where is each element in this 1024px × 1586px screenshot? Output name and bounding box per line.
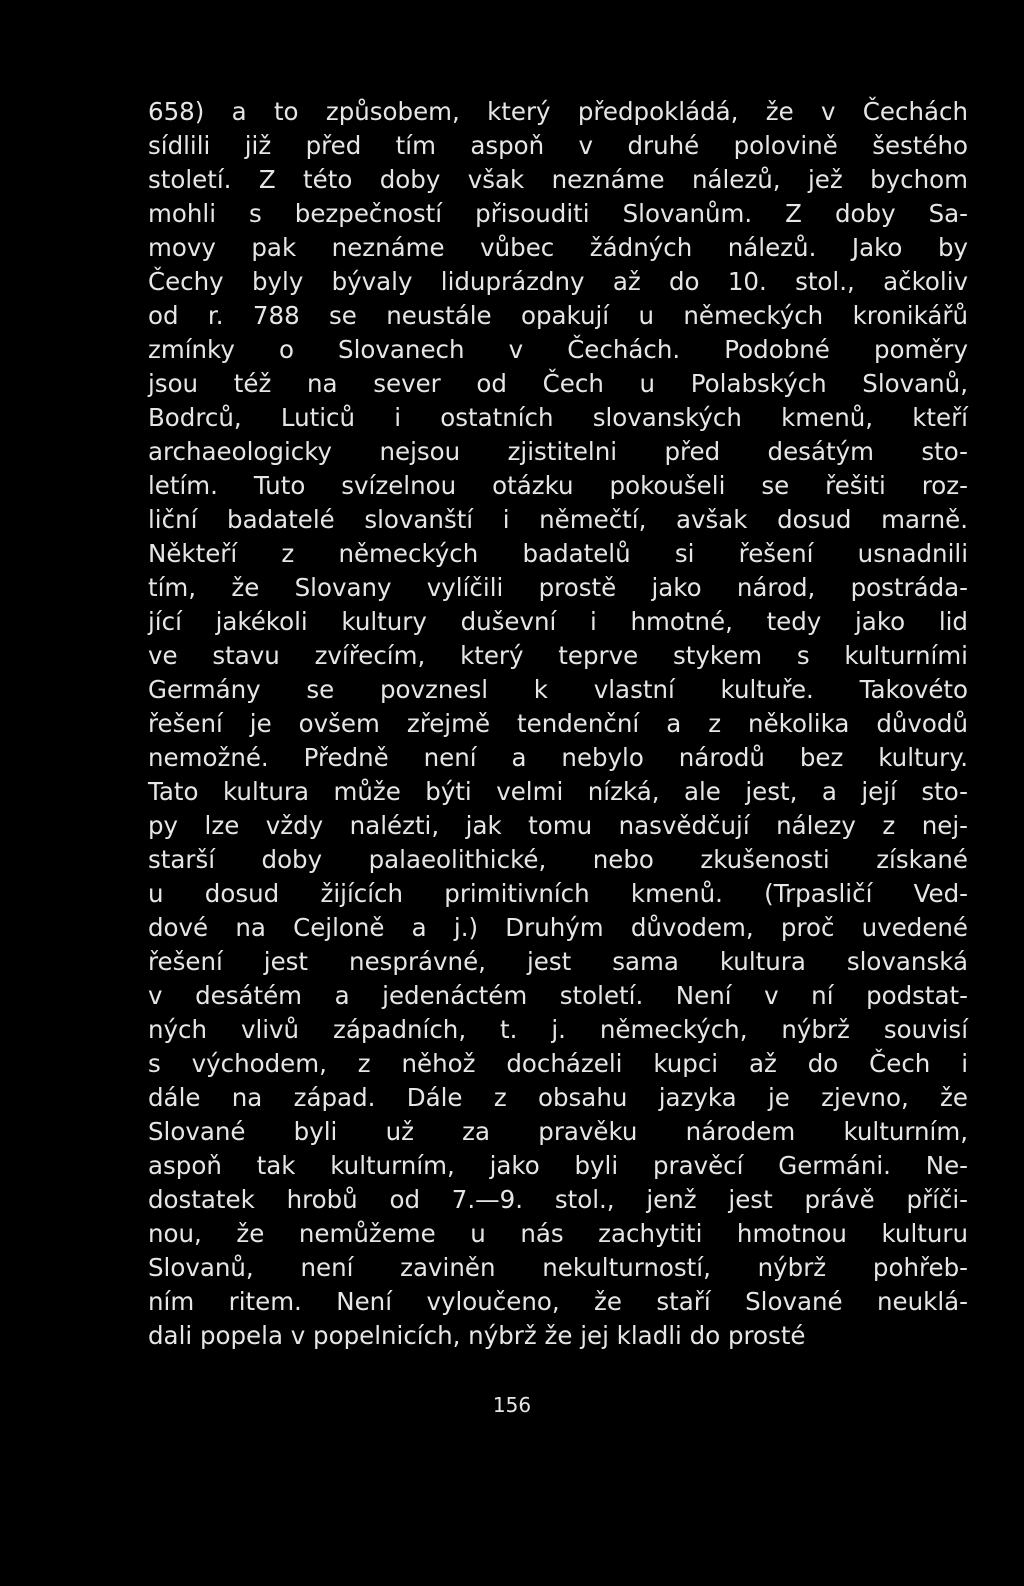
- text-line: řešení je ovšem zřejmě tendenční a z několika důvodů: [148, 709, 968, 738]
- text-line: dali popela v popelnicích, nýbrž že jej kladli do prosté: [148, 1321, 806, 1350]
- text-line: ve stavu zvířecím, který teprve stykem s kulturními: [148, 641, 968, 670]
- text-line: 658) a to způsobem, který předpokládá, že v Čechách: [148, 97, 968, 126]
- text-line: Slovanů, není zaviněn nekulturností, nýbrž pohřeb-: [148, 1253, 968, 1282]
- text-line: u dosud žijících primitivních kmenů. (Trpasličí Ved-: [148, 879, 968, 908]
- text-line: dové na Cejloně a j.) Druhým důvodem, proč uvedené: [148, 913, 968, 942]
- text-line: nou, že nemůžeme u nás zachytiti hmotnou kulturu: [148, 1219, 968, 1248]
- text-line: archaeologicky nejsou zjistitelni před desátým sto-: [148, 437, 968, 466]
- text-line: dostatek hrobů od 7.—9. stol., jenž jest právě příči-: [148, 1185, 968, 1214]
- text-line: py lze vždy nalézti, jak tomu nasvědčují nálezy z nej-: [148, 811, 968, 840]
- text-line: movy pak neznáme vůbec žádných nálezů. Jako by: [148, 233, 968, 262]
- text-line: Germány se povznesl k vlastní kultuře. Takovéto: [148, 675, 968, 704]
- text-line: tím, že Slovany vylíčili prostě jako národ, postráda-: [148, 573, 968, 602]
- text-line: Čechy byly bývaly liduprázdny až do 10. stol., ačkoliv: [148, 267, 968, 296]
- body-text: [148, 95, 968, 1353]
- text-line: aspoň tak kulturním, jako byli pravěcí Germáni. Ne-: [148, 1151, 968, 1180]
- text-line: mohli s bezpečností přisouditi Slovanům. Z doby Sa-: [148, 199, 968, 228]
- text-line: sídlili již před tím aspoň v druhé polovině šestého: [148, 131, 968, 160]
- text-line: řešení jest nesprávné, jest sama kultura slovanská: [148, 947, 968, 976]
- text-line: nemožné. Předně není a nebylo národů bez kultury.: [148, 743, 968, 772]
- text-line: ných vlivů západních, t. j. německých, nýbrž souvisí: [148, 1015, 968, 1044]
- text-line: dále na západ. Dále z obsahu jazyka je zjevno, že: [148, 1083, 968, 1112]
- text-line: Slované byli už za pravěku národem kulturním,: [148, 1117, 968, 1146]
- text-line: liční badatelé slovanští i němečtí, avšak dosud marně.: [148, 505, 968, 534]
- text-line: letím. Tuto svízelnou otázku pokoušeli se řešiti roz-: [148, 471, 968, 500]
- page-number: 156: [492, 1393, 532, 1417]
- text-line: ním ritem. Není vyloučeno, že staří Slované neuklá-: [148, 1287, 968, 1316]
- text-line: Bodrců, Luticů i ostatních slovanských kmenů, kteří: [148, 403, 968, 432]
- text-line: zmínky o Slovanech v Čechách. Podobné poměry: [148, 335, 968, 364]
- text-line: od r. 788 se neustále opakují u německých kronikářů: [148, 301, 968, 330]
- text-line: v desátém a jedenáctém století. Není v ní podstat-: [148, 981, 968, 1010]
- text-line: starší doby palaeolithické, nebo zkušenosti získané: [148, 845, 968, 874]
- text-line: jící jakékoli kultury duševní i hmotné, tedy jako lid: [148, 607, 968, 636]
- text-line: století. Z této doby však neznáme nálezů, jež bychom: [148, 165, 968, 194]
- text-line: jsou též na sever od Čech u Polabských Slovanů,: [148, 369, 968, 398]
- text-line: s východem, z něhož docházeli kupci až do Čech i: [148, 1049, 968, 1078]
- text-line: Někteří z německých badatelů si řešení usnadnili: [148, 539, 968, 568]
- text-line: Tato kultura může býti velmi nízká, ale jest, a její sto-: [148, 777, 968, 806]
